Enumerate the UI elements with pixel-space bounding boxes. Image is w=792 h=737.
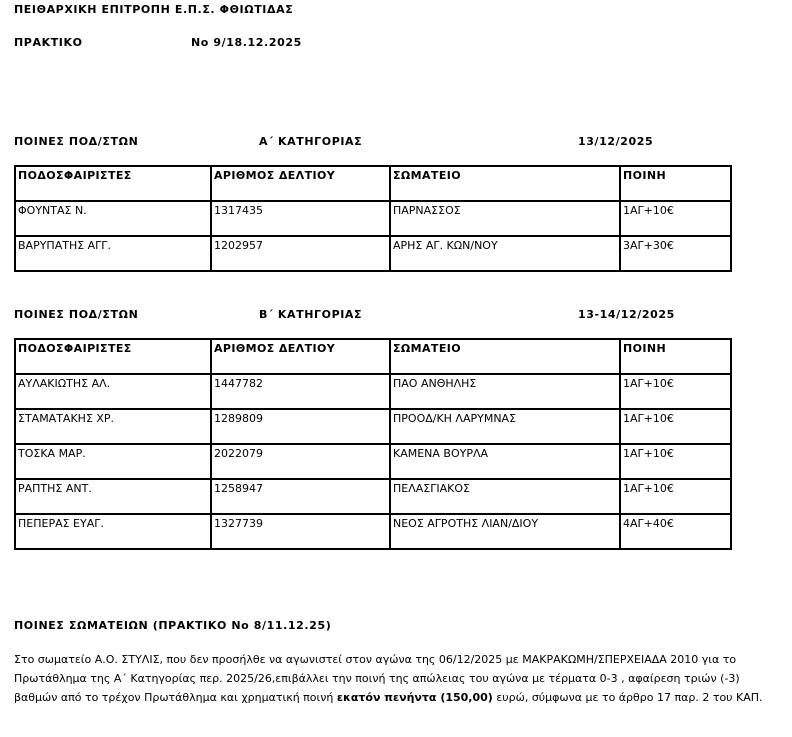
- penalty-amount: εκατόν πενήντα (150,00): [336, 691, 493, 704]
- table-row: [15, 444, 731, 479]
- card-number: 1289809: [211, 409, 390, 444]
- club-penalties-title: ΠΟΙΝΕΣ ΣΩΜΑΤΕΙΩΝ (ΠΡΑΚΤΙΚΟ Νο 8/11.12.25): [14, 619, 332, 632]
- column-header-card-number: ΑΡΙΘΜΟΣ ΔΕΛΤΙΟΥ: [211, 339, 390, 374]
- club-name: ΚΑΜΕΝΑ ΒΟΥΡΛΑ: [390, 444, 620, 479]
- penalties-table-a: [14, 165, 732, 272]
- section-a-category: Α΄ ΚΑΤΗΓΟΡΙΑΣ: [259, 135, 363, 148]
- card-number: 1327739: [211, 514, 390, 549]
- table-row: [15, 479, 731, 514]
- club-penalty-paragraph: [14, 650, 784, 707]
- player-name: ΡΑΠΤΗΣ ΑΝΤ.: [15, 479, 211, 514]
- club-name: ΠΑΟ ΑΝΘΗΛΗΣ: [390, 374, 620, 409]
- paragraph-text-end: ευρώ, σύμφωνα με το άρθρο 17 παρ. 2 του ΚΑΠ.: [492, 691, 763, 704]
- column-header-card-number: ΑΡΙΘΜΟΣ ΔΕΛΤΙΟΥ: [211, 166, 390, 201]
- section-a-title: ΠΟΙΝΕΣ ΠΟΔ/ΣΤΩΝ: [14, 135, 139, 148]
- player-name: ΒΑΡΥΠΑΤΗΣ ΑΓΓ.: [15, 236, 211, 271]
- table-row: [15, 236, 731, 271]
- record-number: Νο 9/18.12.2025: [191, 36, 302, 49]
- table-row: [15, 374, 731, 409]
- card-number: 2022079: [211, 444, 390, 479]
- column-header-players: ΠΟΔΟΣΦΑΙΡΙΣΤΕΣ: [15, 339, 211, 374]
- penalty: 1ΑΓ+10€: [620, 444, 731, 479]
- table-row: [15, 409, 731, 444]
- column-header-penalty: ΠΟΙΝΗ: [620, 166, 731, 201]
- table-header-row: [15, 339, 731, 374]
- table-row: [15, 201, 731, 236]
- penalties-table-b: [14, 338, 732, 550]
- club-name: ΠΡΟΟΔ/ΚΗ ΛΑΡΥΜΝΑΣ: [390, 409, 620, 444]
- club-name: ΝΕΟΣ ΑΓΡΟΤΗΣ ΛΙΑΝ/ΔΙΟΥ: [390, 514, 620, 549]
- section-b-category: Β΄ ΚΑΤΗΓΟΡΙΑΣ: [259, 308, 363, 321]
- club-name: ΠΕΛΑΣΓΙΑΚΟΣ: [390, 479, 620, 514]
- club-name: ΠΑΡΝΑΣΣΟΣ: [390, 201, 620, 236]
- player-name: ΑΥΛΑΚΙΩΤΗΣ ΑΛ.: [15, 374, 211, 409]
- card-number: 1317435: [211, 201, 390, 236]
- column-header-club: ΣΩΜΑΤΕΙΟ: [390, 339, 620, 374]
- penalty: 4ΑΓ+40€: [620, 514, 731, 549]
- card-number: 1202957: [211, 236, 390, 271]
- penalty: 3ΑΓ+30€: [620, 236, 731, 271]
- penalty: 1ΑΓ+10€: [620, 374, 731, 409]
- card-number: 1258947: [211, 479, 390, 514]
- player-name: ΤΟΣΚΑ ΜΑΡ.: [15, 444, 211, 479]
- record-label: ΠΡΑΚΤΙΚΟ: [14, 36, 83, 49]
- player-name: ΦΟΥΝΤΑΣ Ν.: [15, 201, 211, 236]
- committee-title: ΠΕΙΘΑΡΧΙΚΗ ΕΠΙΤΡΟΠΗ Ε.Π.Σ. ΦΘΙΩΤΙΔΑΣ: [14, 3, 294, 16]
- player-name: ΠΕΠΕΡΑΣ ΕΥΑΓ.: [15, 514, 211, 549]
- player-name: ΣΤΑΜΑΤΑΚΗΣ ΧΡ.: [15, 409, 211, 444]
- section-a-date: 13/12/2025: [578, 135, 654, 148]
- table-row: [15, 514, 731, 549]
- penalty: 1ΑΓ+10€: [620, 409, 731, 444]
- column-header-penalty: ΠΟΙΝΗ: [620, 339, 731, 374]
- column-header-club: ΣΩΜΑΤΕΙΟ: [390, 166, 620, 201]
- card-number: 1447782: [211, 374, 390, 409]
- column-header-players: ΠΟΔΟΣΦΑΙΡΙΣΤΕΣ: [15, 166, 211, 201]
- table-header-row: [15, 166, 731, 201]
- penalty: 1ΑΓ+10€: [620, 479, 731, 514]
- penalty: 1ΑΓ+10€: [620, 201, 731, 236]
- section-b-title: ΠΟΙΝΕΣ ΠΟΔ/ΣΤΩΝ: [14, 308, 139, 321]
- club-name: ΑΡΗΣ ΑΓ. ΚΩΝ/ΝΟΥ: [390, 236, 620, 271]
- paragraph-text-start: Στο σωματείο Α.Ο. ΣΤΥΛΙΣ, που δεν προσήλθε να αγωνιστεί στον αγώνα της 06/12/2025 με ΜΑΚΡΑΚΩΜΗ/ΣΠΕΡΧΕΙΑΔΑ 2010 για το Πρωτάθλημα της Α΄ Κατηγορίας περ. 2025/26,επιβάλλει την ποινή της απώλειας του αγώνα με τέρματα 0-3 , αφαίρεση τριών (-3) βαθμών από το τρέχον Πρωτάθλημα και χρηματική ποινή: [14, 653, 740, 704]
- section-b-date: 13-14/12/2025: [578, 308, 675, 321]
